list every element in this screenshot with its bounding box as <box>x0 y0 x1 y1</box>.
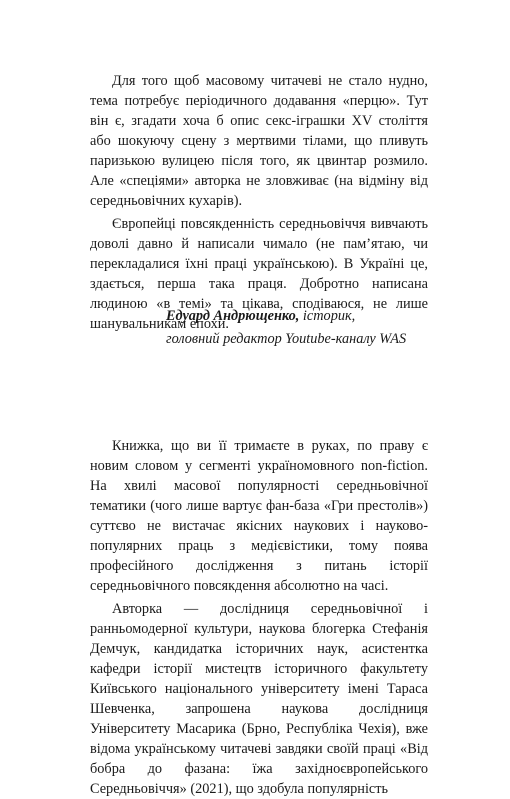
review-text-top <box>90 71 428 334</box>
reviewer-name: Едуард Андрющенко, <box>166 308 300 324</box>
paragraph: Книжка, що ви її тримаєте в руках, по праву є новим словом у сегменті україномовного non-fiction. На хвилі масової популярності середньовічної тематики (чого лише вартує фан-база «Гри престолів») суттєво не вистачає якісних наукових і науково-популярних праць з медієвістики, тому поява професійного дослідження з питань історії середньовічного повсякдення абсолютно на часі. <box>90 438 428 594</box>
reviewer-role: історик, <box>299 308 356 324</box>
paragraph: Для того щоб масовому читачеві не стало нудно, тема потребує періодичного додавання «перцю». Тут він є, згадати хоча б опис секс-іграшки XV століття або шокуючу сцену з мертвими тілами, що пливуть паризькою вулицею після того, як цвинтар розмило. Але «спеціями» авторка не зловживає (на відміну від середньовічних кухарів). <box>90 73 428 209</box>
paragraph: Авторка — дослідниця середньовічної і ранньомодерної культури, наукова блогерка Стефанія Демчук, кандидатка історичних наук, асистентка кафедри історії мистецтв історичного факультету Київського національного університету імені Тараса Шевченка, запрошена наукова дослідниця Університету Масарика (Брно, Республіка Чехія), вже відома українському читачеві завдяки своїй праці «Від бобра до фазана: їжа західноєвропейського Середньовіччя» (2021), що здобула популярність <box>90 601 428 797</box>
paragraph: Європейці повсякденність середньовіччя вивчають доволі давно й написали чимало (не пам’ятаю, чи перекладалися їхні праці українською). В Україні це, здається, перша така праця. Добротно написана людиною «в темі» та цікава, сподіваюся, не лише шанувальникам епохи. <box>90 216 428 332</box>
review-text-bottom <box>90 436 428 799</box>
reviewer-position: головний редактор Youtube-каналу WAS <box>166 331 407 347</box>
signature-line-1 <box>166 305 428 328</box>
review-signature <box>166 305 428 351</box>
